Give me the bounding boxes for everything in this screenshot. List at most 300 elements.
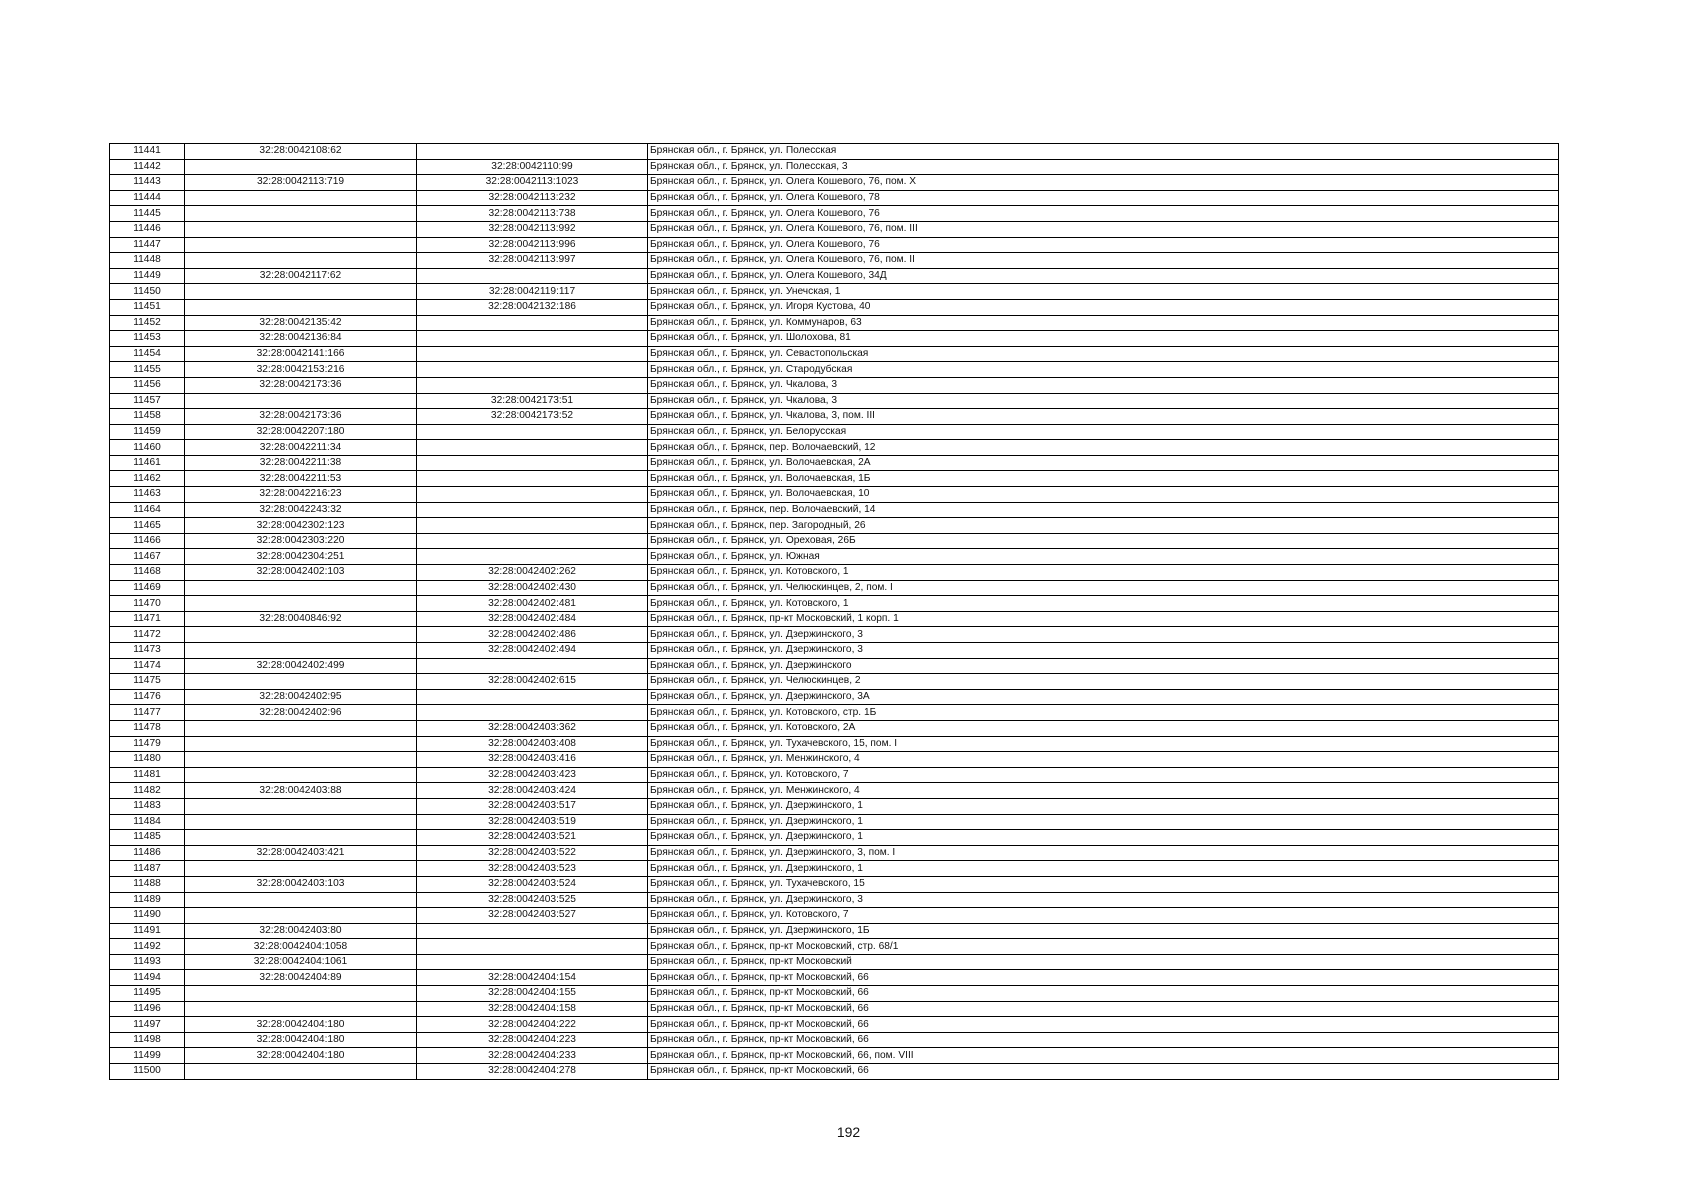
table-row [110, 923, 1559, 939]
cadastral-number-cell: 32:28:0042404:1061 [185, 954, 417, 970]
row-number-cell: 11477 [110, 705, 185, 721]
table-row [110, 627, 1559, 643]
cadastral-number-cell: 32:28:0042108:62 [185, 144, 417, 160]
table-row [110, 720, 1559, 736]
page-number: 192 [836, 1124, 861, 1140]
cadastral-number-cell: 32:28:0042207:180 [185, 424, 417, 440]
table-row [110, 767, 1559, 783]
address-cell: Брянская обл., г. Брянск, ул. Дзержинского, 3, пом. I [648, 845, 1559, 861]
address-cell: Брянская обл., г. Брянск, ул. Олега Кошевого, 76, пом. II [648, 253, 1559, 269]
table-row [110, 876, 1559, 892]
address-cell: Брянская обл., г. Брянск, ул. Котовского, 7 [648, 908, 1559, 924]
cadastral-number-cell: 32:28:0042211:38 [185, 455, 417, 471]
address-cell: Брянская обл., г. Брянск, ул. Южная [648, 549, 1559, 565]
cadastral-number-cell: 32:28:0042211:53 [185, 471, 417, 487]
table-row [110, 144, 1559, 160]
address-cell: Брянская обл., г. Брянск, пер. Загородный, 26 [648, 518, 1559, 534]
address-cell: Брянская обл., г. Брянск, пр-кт Московский, 1 корп. 1 [648, 611, 1559, 627]
address-cell: Брянская обл., г. Брянск, пр-кт Московский, 66 [648, 1032, 1559, 1048]
table-row [110, 611, 1559, 627]
object-number-cell: 32:28:0042403:521 [417, 830, 648, 846]
row-number-cell: 11458 [110, 409, 185, 425]
object-number-cell [417, 954, 648, 970]
object-number-cell: 32:28:0042403:362 [417, 720, 648, 736]
table-row [110, 424, 1559, 440]
cadastral-number-cell [185, 861, 417, 877]
cadastral-number-cell [185, 221, 417, 237]
object-number-cell: 32:28:0042402:486 [417, 627, 648, 643]
address-cell: Брянская обл., г. Брянск, ул. Чкалова, 3, пом. III [648, 409, 1559, 425]
row-number-cell: 11463 [110, 487, 185, 503]
object-number-cell: 32:28:0042113:232 [417, 190, 648, 206]
address-cell: Брянская обл., г. Брянск, пр-кт Московский, 66 [648, 1017, 1559, 1033]
object-number-cell [417, 939, 648, 955]
address-cell: Брянская обл., г. Брянск, ул. Котовского, 7 [648, 767, 1559, 783]
table-row [110, 736, 1559, 752]
row-number-cell: 11498 [110, 1032, 185, 1048]
object-number-cell: 32:28:0042113:992 [417, 221, 648, 237]
object-number-cell: 32:28:0042113:997 [417, 253, 648, 269]
object-number-cell: 32:28:0042403:423 [417, 767, 648, 783]
address-cell: Брянская обл., г. Брянск, ул. Челюскинцев, 2 [648, 674, 1559, 690]
cadastral-number-cell [185, 237, 417, 253]
table-row [110, 268, 1559, 284]
object-number-cell [417, 705, 648, 721]
table-row [110, 830, 1559, 846]
row-number-cell: 11444 [110, 190, 185, 206]
cadastral-number-cell: 32:28:0042117:62 [185, 268, 417, 284]
row-number-cell: 11495 [110, 986, 185, 1002]
table-row [110, 1064, 1559, 1080]
row-number-cell: 11475 [110, 674, 185, 690]
address-cell: Брянская обл., г. Брянск, ул. Олега Кошевого, 76 [648, 206, 1559, 222]
address-cell: Брянская обл., г. Брянск, пр-кт Московский, 66 [648, 970, 1559, 986]
table-row [110, 159, 1559, 175]
object-number-cell: 32:28:0042119:117 [417, 284, 648, 300]
cadastral-number-cell [185, 892, 417, 908]
cadastral-number-cell: 32:28:0042243:32 [185, 502, 417, 518]
address-cell: Брянская обл., г. Брянск, ул. Чкалова, 3 [648, 393, 1559, 409]
address-cell: Брянская обл., г. Брянск, ул. Котовского, 1 [648, 565, 1559, 581]
address-cell: Брянская обл., г. Брянск, ул. Севастопольская [648, 346, 1559, 362]
object-number-cell [417, 440, 648, 456]
object-number-cell [417, 455, 648, 471]
table-row [110, 346, 1559, 362]
address-cell: Брянская обл., г. Брянск, ул. Котовского, 1 [648, 596, 1559, 612]
cadastral-number-cell [185, 767, 417, 783]
cadastral-number-cell [185, 284, 417, 300]
cadastral-number-cell [185, 720, 417, 736]
table-row [110, 939, 1559, 955]
address-cell: Брянская обл., г. Брянск, ул. Дзержинского, 1 [648, 830, 1559, 846]
table-row [110, 861, 1559, 877]
table-row [110, 440, 1559, 456]
row-number-cell: 11451 [110, 299, 185, 315]
row-number-cell: 11464 [110, 502, 185, 518]
address-cell: Брянская обл., г. Брянск, ул. Дзержинского, 1 [648, 861, 1559, 877]
object-number-cell [417, 144, 648, 160]
table-row [110, 253, 1559, 269]
table-row [110, 533, 1559, 549]
cadastral-number-cell [185, 580, 417, 596]
row-number-cell: 11492 [110, 939, 185, 955]
object-number-cell: 32:28:0042404:154 [417, 970, 648, 986]
object-number-cell: 32:28:0042110:99 [417, 159, 648, 175]
object-number-cell: 32:28:0042402:615 [417, 674, 648, 690]
cadastral-number-cell: 32:28:0042304:251 [185, 549, 417, 565]
address-cell: Брянская обл., г. Брянск, ул. Коммунаров, 63 [648, 315, 1559, 331]
address-cell: Брянская обл., г. Брянск, ул. Тухачевского, 15 [648, 876, 1559, 892]
table-row [110, 658, 1559, 674]
row-number-cell: 11472 [110, 627, 185, 643]
object-number-cell: 32:28:0042402:494 [417, 643, 648, 659]
address-cell: Брянская обл., г. Брянск, ул. Олега Кошевого, 76 [648, 237, 1559, 253]
address-cell: Брянская обл., г. Брянск, пер. Волочаевский, 12 [648, 440, 1559, 456]
table-row [110, 237, 1559, 253]
cadastral-number-cell [185, 159, 417, 175]
cadastral-number-cell: 32:28:0042402:95 [185, 689, 417, 705]
address-cell: Брянская обл., г. Брянск, ул. Менжинского, 4 [648, 783, 1559, 799]
cadastral-number-cell [185, 908, 417, 924]
object-number-cell: 32:28:0042403:416 [417, 752, 648, 768]
cadastral-number-cell [185, 643, 417, 659]
cadastral-table-body [110, 144, 1559, 1080]
row-number-cell: 11468 [110, 565, 185, 581]
cadastral-number-cell [185, 253, 417, 269]
table-row [110, 1032, 1559, 1048]
object-number-cell [417, 346, 648, 362]
address-cell: Брянская обл., г. Брянск, ул. Игоря Кустова, 40 [648, 299, 1559, 315]
row-number-cell: 11494 [110, 970, 185, 986]
table-row [110, 190, 1559, 206]
address-cell: Брянская обл., г. Брянск, ул. Котовского, 2А [648, 720, 1559, 736]
cadastral-number-cell [185, 627, 417, 643]
object-number-cell [417, 518, 648, 534]
address-cell: Брянская обл., г. Брянск, ул. Дзержинского, 1Б [648, 923, 1559, 939]
cadastral-number-cell [185, 190, 417, 206]
object-number-cell [417, 533, 648, 549]
cadastral-number-cell [185, 596, 417, 612]
table-row [110, 752, 1559, 768]
cadastral-number-cell: 32:28:0042403:103 [185, 876, 417, 892]
object-number-cell: 32:28:0042402:481 [417, 596, 648, 612]
table-row [110, 705, 1559, 721]
row-number-cell: 11442 [110, 159, 185, 175]
object-number-cell: 32:28:0042403:523 [417, 861, 648, 877]
table-row [110, 892, 1559, 908]
object-number-cell: 32:28:0042404:278 [417, 1064, 648, 1080]
address-cell: Брянская обл., г. Брянск, ул. Шолохова, 81 [648, 331, 1559, 347]
table-row [110, 689, 1559, 705]
row-number-cell: 11478 [110, 720, 185, 736]
address-cell: Брянская обл., г. Брянск, ул. Полесская, 3 [648, 159, 1559, 175]
row-number-cell: 11456 [110, 377, 185, 393]
address-cell: Брянская обл., г. Брянск, ул. Дзержинского, 3А [648, 689, 1559, 705]
row-number-cell: 11466 [110, 533, 185, 549]
address-cell: Брянская обл., г. Брянск, ул. Челюскинцев, 2, пом. I [648, 580, 1559, 596]
object-number-cell: 32:28:0042173:51 [417, 393, 648, 409]
object-number-cell [417, 923, 648, 939]
address-cell: Брянская обл., г. Брянск, ул. Волочаевская, 10 [648, 487, 1559, 503]
cadastral-number-cell: 32:28:0042302:123 [185, 518, 417, 534]
object-number-cell [417, 268, 648, 284]
cadastral-number-cell [185, 1064, 417, 1080]
table-row [110, 814, 1559, 830]
object-number-cell: 32:28:0042113:738 [417, 206, 648, 222]
object-number-cell: 32:28:0042132:186 [417, 299, 648, 315]
cadastral-number-cell [185, 1001, 417, 1017]
address-cell: Брянская обл., г. Брянск, ул. Стародубская [648, 362, 1559, 378]
cadastral-number-cell: 32:28:0042173:36 [185, 377, 417, 393]
row-number-cell: 11482 [110, 783, 185, 799]
table-row [110, 221, 1559, 237]
row-number-cell: 11449 [110, 268, 185, 284]
table-row [110, 596, 1559, 612]
address-cell: Брянская обл., г. Брянск, ул. Дзержинского, 3 [648, 627, 1559, 643]
cadastral-number-cell [185, 798, 417, 814]
object-number-cell: 32:28:0042402:262 [417, 565, 648, 581]
table-row [110, 549, 1559, 565]
row-number-cell: 11443 [110, 175, 185, 191]
row-number-cell: 11445 [110, 206, 185, 222]
table-row [110, 284, 1559, 300]
object-number-cell [417, 377, 648, 393]
object-number-cell: 32:28:0042403:408 [417, 736, 648, 752]
row-number-cell: 11467 [110, 549, 185, 565]
table-row [110, 471, 1559, 487]
row-number-cell: 11474 [110, 658, 185, 674]
cadastral-number-cell: 32:28:0042402:499 [185, 658, 417, 674]
row-number-cell: 11447 [110, 237, 185, 253]
row-number-cell: 11454 [110, 346, 185, 362]
object-number-cell: 32:28:0042403:424 [417, 783, 648, 799]
object-number-cell: 32:28:0042403:525 [417, 892, 648, 908]
table-row [110, 643, 1559, 659]
cadastral-number-cell [185, 986, 417, 1002]
row-number-cell: 11479 [110, 736, 185, 752]
object-number-cell [417, 689, 648, 705]
cadastral-number-cell [185, 830, 417, 846]
cadastral-number-cell: 32:28:0042403:421 [185, 845, 417, 861]
object-number-cell: 32:28:0042113:996 [417, 237, 648, 253]
row-number-cell: 11469 [110, 580, 185, 596]
address-cell: Брянская обл., г. Брянск, ул. Дзержинского, 1 [648, 798, 1559, 814]
object-number-cell: 32:28:0042113:1023 [417, 175, 648, 191]
object-number-cell: 32:28:0042403:524 [417, 876, 648, 892]
table-row [110, 206, 1559, 222]
object-number-cell: 32:28:0042403:527 [417, 908, 648, 924]
address-cell: Брянская обл., г. Брянск, ул. Менжинского, 4 [648, 752, 1559, 768]
row-number-cell: 11441 [110, 144, 185, 160]
row-number-cell: 11486 [110, 845, 185, 861]
object-number-cell: 32:28:0042173:52 [417, 409, 648, 425]
table-row [110, 565, 1559, 581]
cadastral-number-cell: 32:28:0042403:88 [185, 783, 417, 799]
object-number-cell [417, 549, 648, 565]
address-cell: Брянская обл., г. Брянск, ул. Чкалова, 3 [648, 377, 1559, 393]
table-row [110, 502, 1559, 518]
address-cell: Брянская обл., г. Брянск, ул. Дзержинского, 1 [648, 814, 1559, 830]
address-cell: Брянская обл., г. Брянск, ул. Волочаевская, 1Б [648, 471, 1559, 487]
cadastral-number-cell: 32:28:0042113:719 [185, 175, 417, 191]
row-number-cell: 11459 [110, 424, 185, 440]
address-cell: Брянская обл., г. Брянск, ул. Тухачевского, 15, пом. I [648, 736, 1559, 752]
object-number-cell: 32:28:0042404:222 [417, 1017, 648, 1033]
row-number-cell: 11480 [110, 752, 185, 768]
address-cell: Брянская обл., г. Брянск, ул. Дзержинского, 3 [648, 643, 1559, 659]
object-number-cell [417, 331, 648, 347]
cadastral-number-cell [185, 206, 417, 222]
row-number-cell: 11493 [110, 954, 185, 970]
cadastral-number-cell: 32:28:0042136:84 [185, 331, 417, 347]
cadastral-number-cell: 32:28:0042153:216 [185, 362, 417, 378]
cadastral-number-cell: 32:28:0042211:34 [185, 440, 417, 456]
row-number-cell: 11452 [110, 315, 185, 331]
cadastral-number-cell [185, 814, 417, 830]
cadastral-number-cell: 32:28:0040846:92 [185, 611, 417, 627]
address-cell: Брянская обл., г. Брянск, пр-кт Московский, 66, пом. VIII [648, 1048, 1559, 1064]
row-number-cell: 11457 [110, 393, 185, 409]
table-row [110, 798, 1559, 814]
address-cell: Брянская обл., г. Брянск, ул. Олега Кошевого, 34Д [648, 268, 1559, 284]
row-number-cell: 11461 [110, 455, 185, 471]
object-number-cell: 32:28:0042404:223 [417, 1032, 648, 1048]
table-row [110, 1001, 1559, 1017]
cadastral-number-cell: 32:28:0042141:166 [185, 346, 417, 362]
address-cell: Брянская обл., г. Брянск, пр-кт Московский, 66 [648, 1001, 1559, 1017]
object-number-cell [417, 658, 648, 674]
object-number-cell [417, 362, 648, 378]
cadastral-number-cell: 32:28:0042173:36 [185, 409, 417, 425]
row-number-cell: 11453 [110, 331, 185, 347]
object-number-cell: 32:28:0042403:519 [417, 814, 648, 830]
table-row [110, 331, 1559, 347]
table-row [110, 455, 1559, 471]
row-number-cell: 11448 [110, 253, 185, 269]
row-number-cell: 11462 [110, 471, 185, 487]
address-cell: Брянская обл., г. Брянск, ул. Ореховая, 26Б [648, 533, 1559, 549]
table-row [110, 393, 1559, 409]
address-cell: Брянская обл., г. Брянск, ул. Дзержинского, 3 [648, 892, 1559, 908]
cadastral-number-cell: 32:28:0042404:180 [185, 1048, 417, 1064]
cadastral-number-cell [185, 674, 417, 690]
cadastral-number-cell [185, 736, 417, 752]
address-cell: Брянская обл., г. Брянск, ул. Дзержинского [648, 658, 1559, 674]
table-row [110, 986, 1559, 1002]
cadastral-number-cell [185, 752, 417, 768]
row-number-cell: 11455 [110, 362, 185, 378]
row-number-cell: 11476 [110, 689, 185, 705]
address-cell: Брянская обл., г. Брянск, ул. Унечская, 1 [648, 284, 1559, 300]
address-cell: Брянская обл., г. Брянск, ул. Олега Кошевого, 76, пом. III [648, 221, 1559, 237]
address-cell: Брянская обл., г. Брянск, пр-кт Московский [648, 954, 1559, 970]
cadastral-number-cell: 32:28:0042216:23 [185, 487, 417, 503]
cadastral-number-cell: 32:28:0042404:89 [185, 970, 417, 986]
cadastral-number-cell: 32:28:0042404:180 [185, 1017, 417, 1033]
table-row [110, 315, 1559, 331]
row-number-cell: 11481 [110, 767, 185, 783]
object-number-cell [417, 315, 648, 331]
address-cell: Брянская обл., г. Брянск, ул. Олега Кошевого, 76, пом. X [648, 175, 1559, 191]
cadastral-number-cell: 32:28:0042402:103 [185, 565, 417, 581]
cadastral-number-cell: 32:28:0042403:80 [185, 923, 417, 939]
row-number-cell: 11450 [110, 284, 185, 300]
row-number-cell: 11460 [110, 440, 185, 456]
cadastral-number-cell: 32:28:0042404:1058 [185, 939, 417, 955]
row-number-cell: 11483 [110, 798, 185, 814]
object-number-cell: 32:28:0042404:155 [417, 986, 648, 1002]
table-row [110, 674, 1559, 690]
address-cell: Брянская обл., г. Брянск, ул. Олега Кошевого, 78 [648, 190, 1559, 206]
object-number-cell [417, 487, 648, 503]
table-row [110, 954, 1559, 970]
row-number-cell: 11484 [110, 814, 185, 830]
row-number-cell: 11446 [110, 221, 185, 237]
table-row [110, 409, 1559, 425]
object-number-cell [417, 424, 648, 440]
cadastral-number-cell: 32:28:0042135:42 [185, 315, 417, 331]
row-number-cell: 11471 [110, 611, 185, 627]
address-cell: Брянская обл., г. Брянск, пер. Волочаевский, 14 [648, 502, 1559, 518]
row-number-cell: 11499 [110, 1048, 185, 1064]
row-number-cell: 11496 [110, 1001, 185, 1017]
object-number-cell [417, 471, 648, 487]
table-row [110, 1048, 1559, 1064]
object-number-cell: 32:28:0042402:430 [417, 580, 648, 596]
table-row [110, 377, 1559, 393]
row-number-cell: 11465 [110, 518, 185, 534]
row-number-cell: 11473 [110, 643, 185, 659]
row-number-cell: 11497 [110, 1017, 185, 1033]
address-cell: Брянская обл., г. Брянск, пр-кт Московский, 66 [648, 1064, 1559, 1080]
table-row [110, 845, 1559, 861]
object-number-cell: 32:28:0042403:517 [417, 798, 648, 814]
cadastral-number-cell: 32:28:0042303:220 [185, 533, 417, 549]
table-row [110, 970, 1559, 986]
object-number-cell: 32:28:0042403:522 [417, 845, 648, 861]
object-number-cell: 32:28:0042402:484 [417, 611, 648, 627]
row-number-cell: 11491 [110, 923, 185, 939]
address-cell: Брянская обл., г. Брянск, пр-кт Московский, стр. 68/1 [648, 939, 1559, 955]
row-number-cell: 11488 [110, 876, 185, 892]
object-number-cell: 32:28:0042404:158 [417, 1001, 648, 1017]
table-row [110, 580, 1559, 596]
table-row [110, 1017, 1559, 1033]
row-number-cell: 11470 [110, 596, 185, 612]
cadastral-number-cell: 32:28:0042404:180 [185, 1032, 417, 1048]
object-number-cell: 32:28:0042404:233 [417, 1048, 648, 1064]
table-row [110, 487, 1559, 503]
address-cell: Брянская обл., г. Брянск, ул. Котовского, стр. 1Б [648, 705, 1559, 721]
table-row [110, 175, 1559, 191]
table-row [110, 518, 1559, 534]
table-row [110, 299, 1559, 315]
table-row [110, 908, 1559, 924]
row-number-cell: 11490 [110, 908, 185, 924]
row-number-cell: 11489 [110, 892, 185, 908]
table-row [110, 362, 1559, 378]
row-number-cell: 11487 [110, 861, 185, 877]
cadastral-number-cell: 32:28:0042402:96 [185, 705, 417, 721]
table-row [110, 783, 1559, 799]
cadastral-number-cell [185, 299, 417, 315]
address-cell: Брянская обл., г. Брянск, ул. Полесская [648, 144, 1559, 160]
row-number-cell: 11485 [110, 830, 185, 846]
address-cell: Брянская обл., г. Брянск, пр-кт Московский, 66 [648, 986, 1559, 1002]
row-number-cell: 11500 [110, 1064, 185, 1080]
cadastral-table [109, 143, 1559, 1080]
cadastral-number-cell [185, 393, 417, 409]
